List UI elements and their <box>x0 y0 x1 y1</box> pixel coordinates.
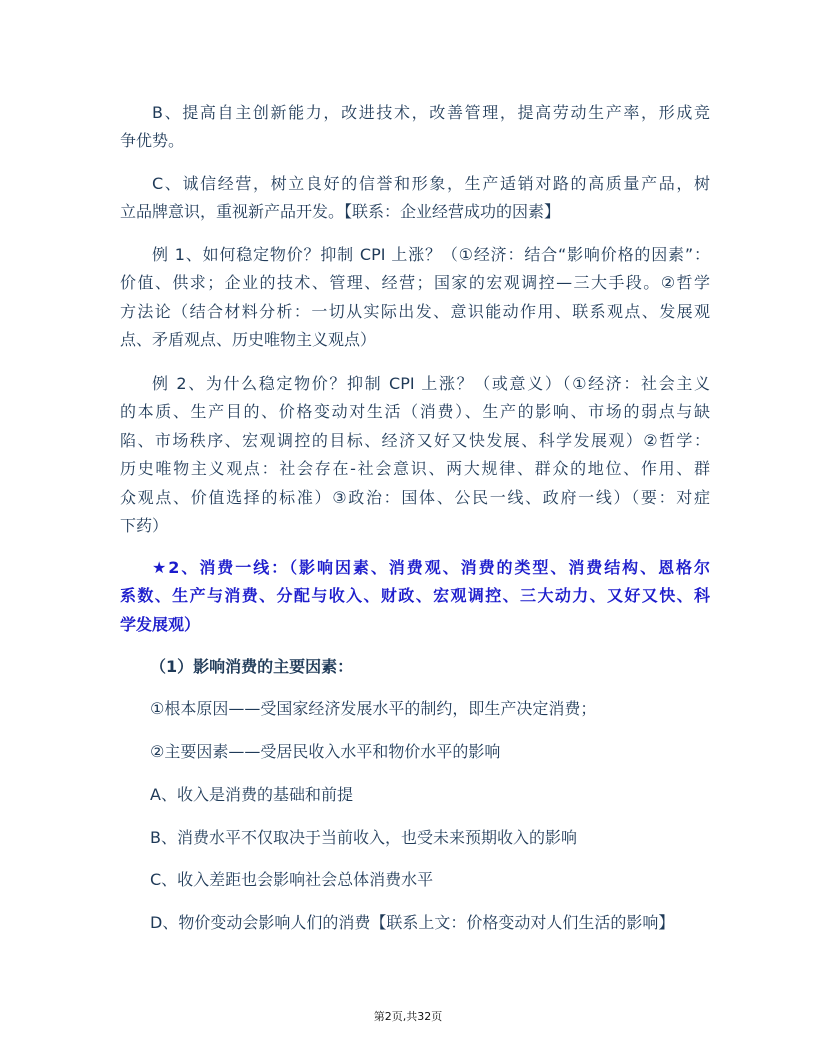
text-line: 争优势。 <box>120 131 185 151</box>
text-line: 例 1、如何稳定物价？抑制 CPI 上涨？（①经济：结合“影响价格的因素”： <box>152 245 710 264</box>
text-line: 下药） <box>120 515 169 535</box>
subheading-text: （1）影响消费的主要因素： <box>150 657 354 676</box>
subheading-factors <box>150 653 740 681</box>
paragraph-example-2 <box>120 370 710 540</box>
list-item-text: ②主要因素——受居民收入水平和物价水平的影响 <box>150 742 501 761</box>
section-heading-consumption <box>120 554 710 639</box>
paragraph-c-integrity <box>120 170 710 227</box>
page-number: 第2页,共32页 <box>373 1010 443 1023</box>
text-line: 立品牌意识，重视新产品开发。【联系：企业经营成功的因素】 <box>120 202 561 222</box>
list-item <box>150 695 740 723</box>
text-line: 学发展观） <box>120 614 201 634</box>
text-line: 陷、市场秩序、宏观调控的目标、经济又好又快发展、科学发展观）②哲学： <box>120 430 710 450</box>
text-line: ★2、消费一线：（影响因素、消费观、消费的类型、消费结构、恩格尔 <box>152 558 710 577</box>
text-line: 点、矛盾观点、历史唯物主义观点） <box>120 330 377 350</box>
text-line: B、提高自主创新能力，改进技术，改善管理，提高劳动生产率，形成竞 <box>152 103 710 122</box>
text-line: 历史唯物主义观点：社会存在-社会意识、两大规律、群众的地位、作用、群 <box>120 459 710 479</box>
list-item <box>150 781 740 809</box>
text-line: 价值、供求；企业的技术、管理、经营；国家的宏观调控—三大手段。②哲学 <box>120 273 710 293</box>
list-item-text: A、收入是消费的基础和前提 <box>150 785 353 804</box>
paragraph-example-1 <box>120 241 710 355</box>
list-item <box>150 909 740 937</box>
text-line: 例 2、为什么稳定物价？抑制 CPI 上涨？（或意义）（①经济：社会主义 <box>152 374 710 393</box>
paragraph-b-innovation <box>120 99 710 156</box>
list-item <box>150 738 740 766</box>
list-item-text: B、消费水平不仅取决于当前收入，也受未来预期收入的影响 <box>150 828 577 847</box>
list-item <box>150 866 740 894</box>
list-item <box>150 824 740 852</box>
text-line: C、诚信经营，树立良好的信誉和形象，生产适销对路的高质量产品，树 <box>152 174 710 193</box>
list-item-text: ①根本原因——受国家经济发展水平的制约，即生产决定消费； <box>150 699 597 718</box>
list-item-text: D、物价变动会影响人们的消费【联系上文：价格变动对人们生活的影响】 <box>150 913 675 932</box>
text-line: 方法论（结合材料分析：一切从实际出发、意识能动作用、联系观点、发展观 <box>120 301 710 321</box>
text-line: 众观点、价值选择的标准）③政治：国体、公民一线、政府一线）（要：对症 <box>120 487 710 507</box>
text-line: 系数、生产与消费、分配与收入、财政、宏观调控、三大动力、又好又快、科 <box>120 586 710 606</box>
text-line: 的本质、生产目的、价格变动对生活（消费）、生产的影响、市场的弱点与缺 <box>120 402 710 422</box>
list-item-text: C、收入差距也会影响社会总体消费水平 <box>150 870 434 889</box>
